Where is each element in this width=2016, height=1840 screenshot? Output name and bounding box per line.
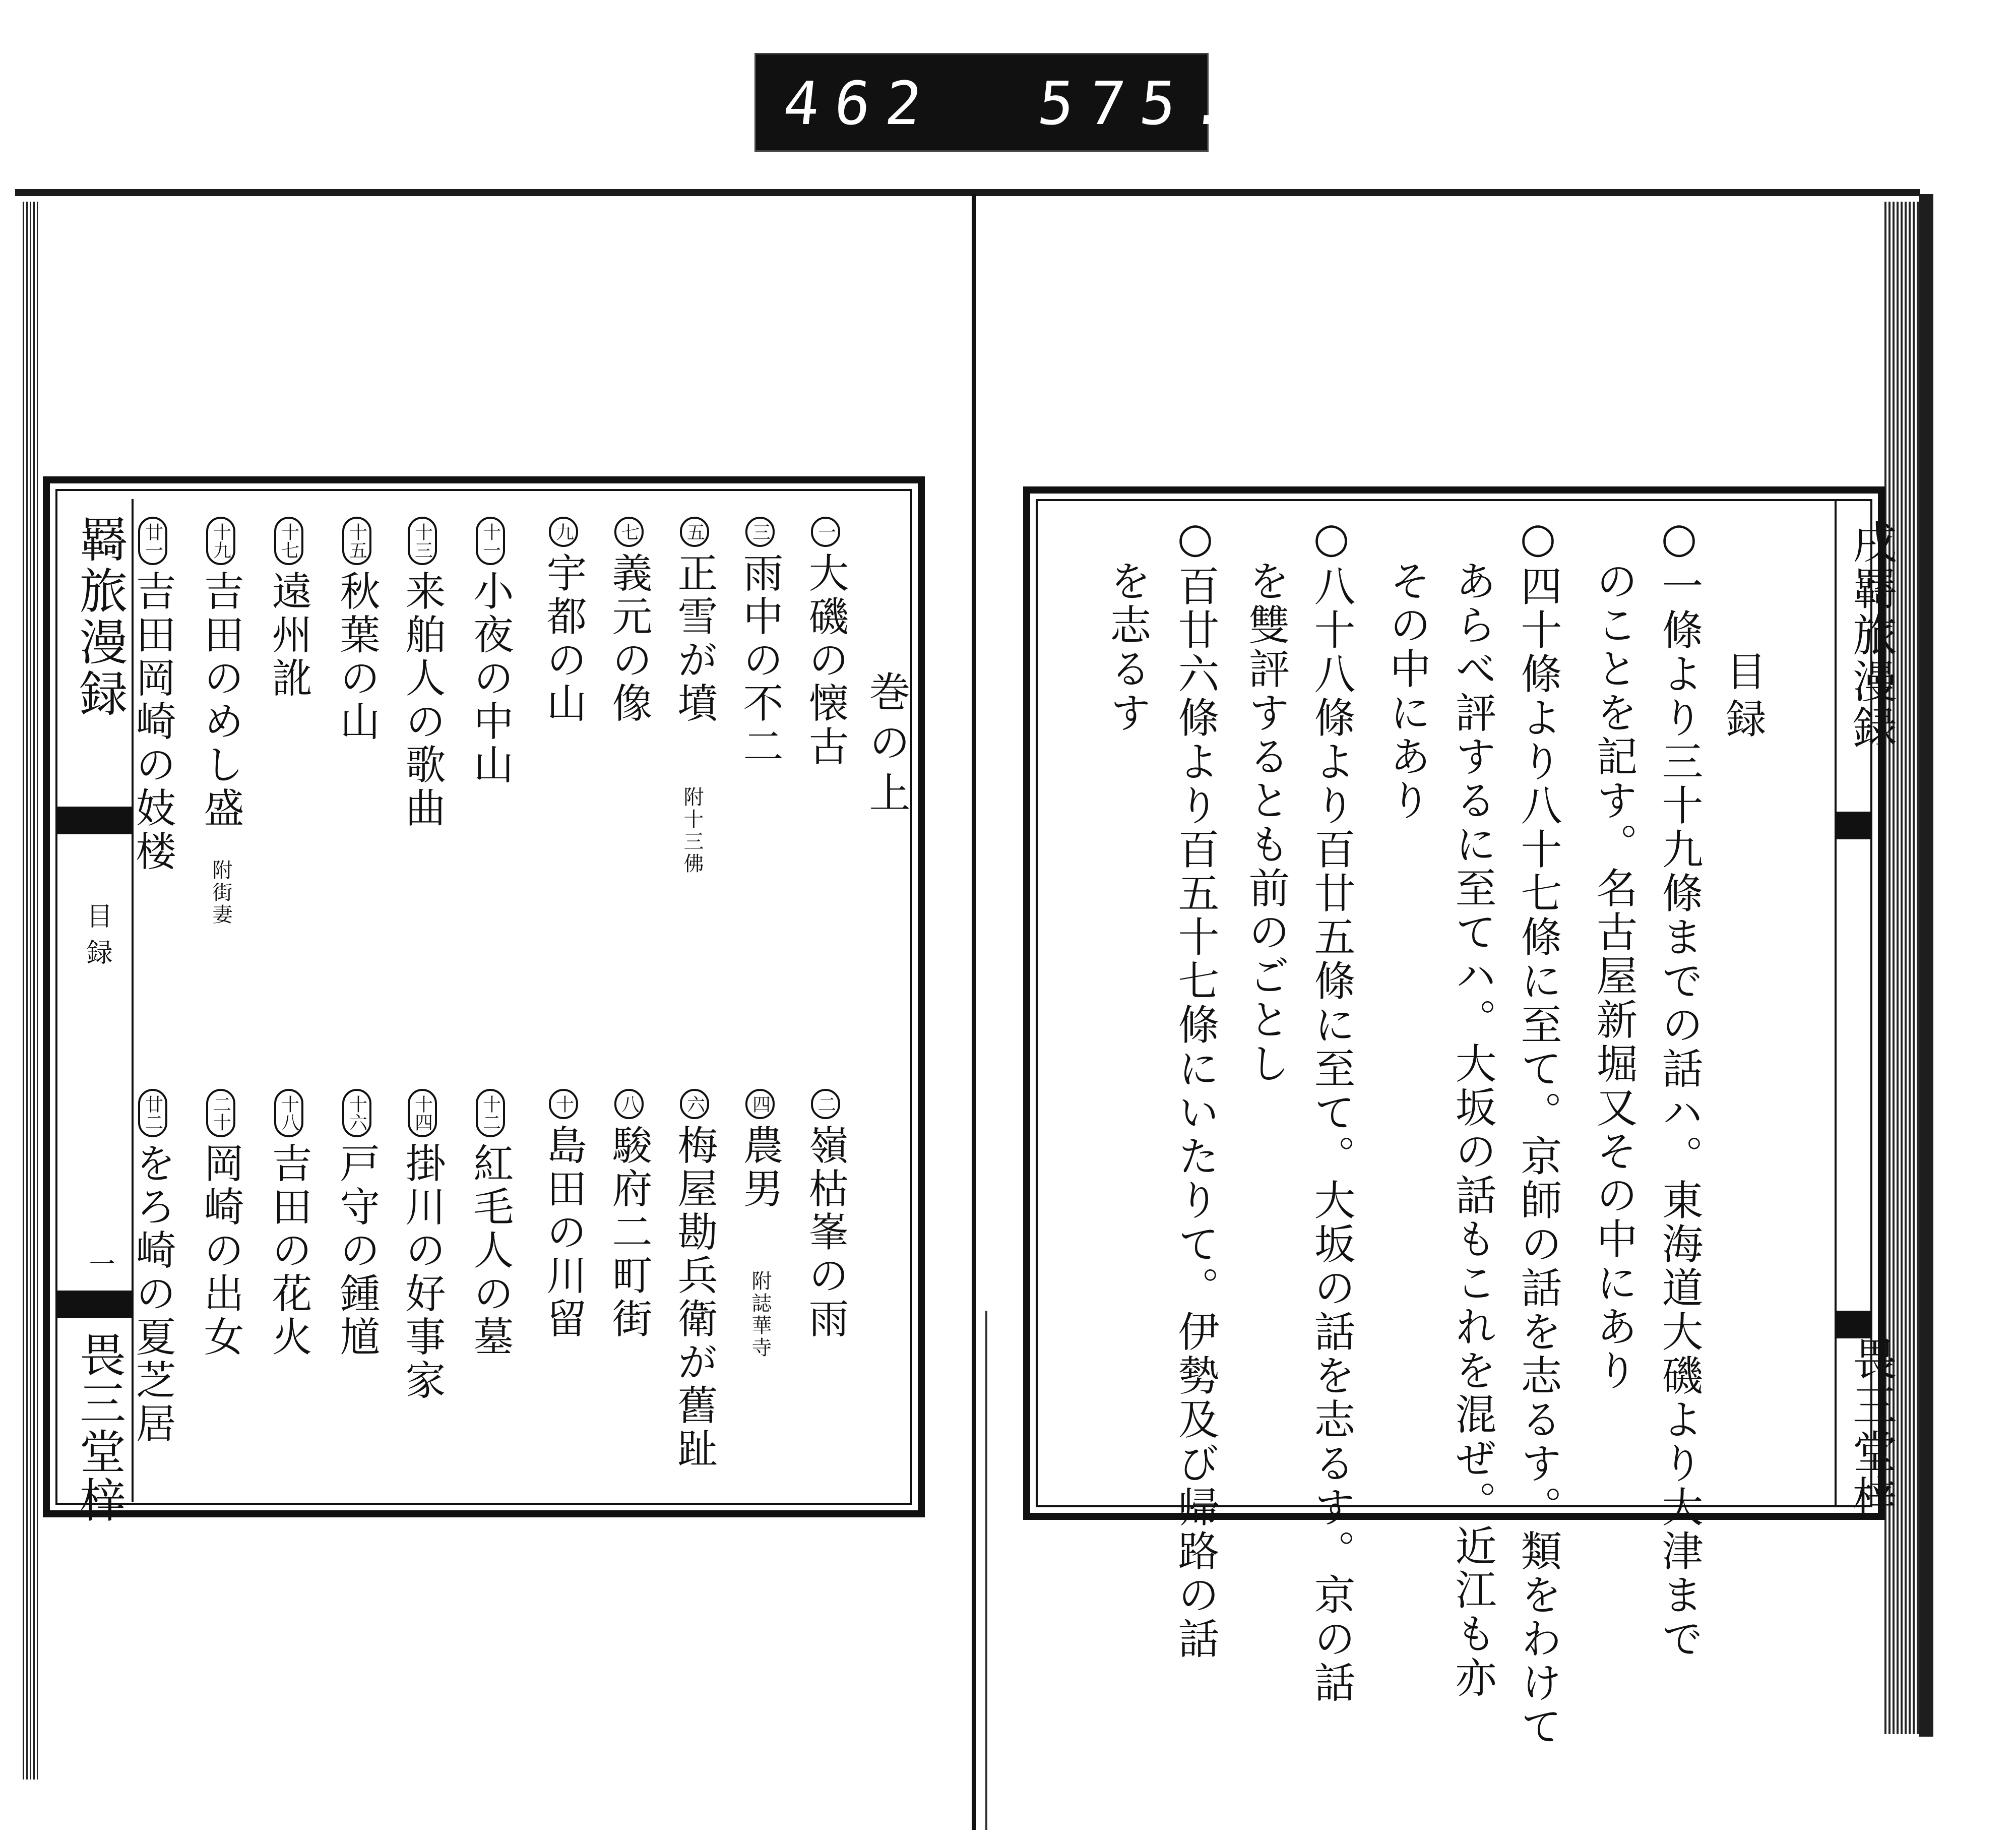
left-publisher-mark: 畏三堂梓 [72,1331,126,1524]
toc-entry-8 [600,1089,658,1341]
toc-entry-22 [123,1089,181,1446]
toc-title: 吉田のめし盛 [197,570,244,830]
right-margin-band-top [1837,812,1872,839]
toc-entry-20 [192,1089,249,1359]
toc-number: 五 [680,517,709,547]
toc-entry-11 [461,517,519,787]
toc-entry-21 [123,517,181,874]
prose-column-5: その中にあり [1383,560,1431,823]
contents-heading: 目録 [1719,650,1766,745]
toc-number: 十六 [342,1089,371,1137]
toc-number: 十三 [408,517,437,565]
toc-entry-19 [192,517,249,830]
toc-number: 十二 [476,1089,505,1137]
toc-title: 大磯の懐古 [802,552,849,769]
toc-title: 宇都の山 [540,552,587,725]
toc-entry-14 [393,1089,451,1402]
catalog-number-right: 575. [1034,69,1246,138]
toc-entry-1 [796,517,854,769]
toc-entry-4 [731,1089,789,1211]
left-page-edge [23,202,38,1780]
toc-entry-5 [665,517,723,725]
toc-title: 梅屋勘兵衛が舊趾 [671,1124,718,1471]
catalog-number-left: 462 [780,69,940,138]
toc-note-4: 附誌華寺 [748,1270,772,1359]
toc-entry-10 [534,1089,592,1341]
prose-column-8: ○百廿六條より百五十七條にいたりて。伊勢及び帰路の話 [1171,514,1219,1661]
toc-number: 二 [811,1089,840,1119]
toc-entry-12 [461,1089,519,1359]
toc-entry-17 [260,517,318,700]
toc-title: 戸守の鍾馗 [333,1142,380,1359]
toc-title: 嶺枯峯の雨 [802,1124,849,1341]
prose-column-2: のことを記す。名古屋新堀又その中にあり [1590,560,1637,1393]
toc-number: 四 [745,1089,775,1119]
toc-title: 義元の像 [605,552,652,725]
prose-column-1: ○一條より三十九條までの話ハ。東海道大磯より大津まで [1655,514,1703,1661]
toc-number: 二十 [206,1089,235,1137]
toc-title: 駿府二町街 [605,1124,652,1341]
toc-title: 掛川の好事家 [399,1142,446,1402]
left-margin-title: 羇旅漫録 [72,514,128,720]
prose-column-6: ○八十八條より百廿五條に至て。大坂の話を志るす。京の話 [1307,514,1355,1705]
toc-number: 九 [549,517,578,547]
toc-title: 正雪が墳 [671,552,718,725]
toc-number: 八 [614,1089,644,1119]
toc-title: をろ崎の夏芝居 [129,1142,176,1446]
toc-title: 雨中の不二 [736,552,783,769]
toc-number: 六 [680,1089,709,1119]
left-section-label: 目録 [82,902,112,975]
right-cover-edge [1919,194,1933,1737]
toc-number: 七 [614,517,644,547]
toc-entry-16 [328,1089,386,1359]
toc-title: 島田の川留 [540,1124,587,1341]
prose-column-9: を志るす [1103,560,1151,735]
right-publisher-mark: 畏三堂梓 [1846,1336,1898,1521]
toc-title: 来舶人の歌曲 [399,570,446,830]
toc-number: 十五 [342,517,371,565]
toc-entry-7 [600,517,658,725]
toc-title: 吉田の花火 [265,1142,312,1359]
toc-number: 十一 [476,517,505,565]
toc-number: 十四 [408,1089,437,1137]
toc-number: 廿一 [138,517,167,565]
toc-note-5: 附十三佛 [680,786,704,875]
toc-number: 十九 [206,517,235,565]
toc-note-19: 附街妻 [209,860,232,926]
left-margin-band-top [56,807,132,834]
toc-number: 一 [811,517,840,547]
toc-entry-9 [534,517,592,725]
toc-title: 岡崎の出女 [197,1142,244,1359]
toc-entry-6 [665,1089,723,1471]
toc-number: 十七 [274,517,303,565]
toc-title: 農男 [736,1124,783,1211]
gutter-shadow [985,1311,987,1830]
toc-title: 紅毛人の墓 [467,1142,514,1359]
right-margin-title: 戌羇旅漫録 [1846,519,1898,751]
toc-number: 廿二 [138,1089,167,1137]
toc-entry-3 [731,517,789,769]
toc-entry-18 [260,1089,318,1359]
prose-column-3: ○四十條より八十七條に至て。京師の話を志るす。類をわけて [1514,514,1562,1749]
toc-entry-15 [328,517,386,744]
toc-number: 三 [745,517,775,547]
prose-column-4: あらべ評するに至てハ。大坂の話もこれを混ぜ。近江も亦 [1448,560,1496,1700]
right-margin-band-bottom [1837,1311,1872,1338]
catalog-number-label [754,53,1246,152]
toc-entry-2 [796,1089,854,1341]
toc-title: 遠州訛 [265,570,312,700]
toc-title: 吉田岡崎の妓楼 [129,570,176,874]
toc-number: 十八 [274,1089,303,1137]
book-gutter [972,194,976,1830]
left-margin-band-bottom [56,1291,132,1318]
prose-column-7: を雙評するとも前のごとし [1242,560,1290,1086]
toc-number: 十 [549,1089,578,1119]
volume-title: 巻の上 [862,670,910,822]
toc-title: 秋葉の山 [333,570,380,744]
left-page-number: 一 [84,1250,114,1276]
toc-entry-13 [393,517,451,830]
toc-title: 小夜の中山 [467,570,514,787]
